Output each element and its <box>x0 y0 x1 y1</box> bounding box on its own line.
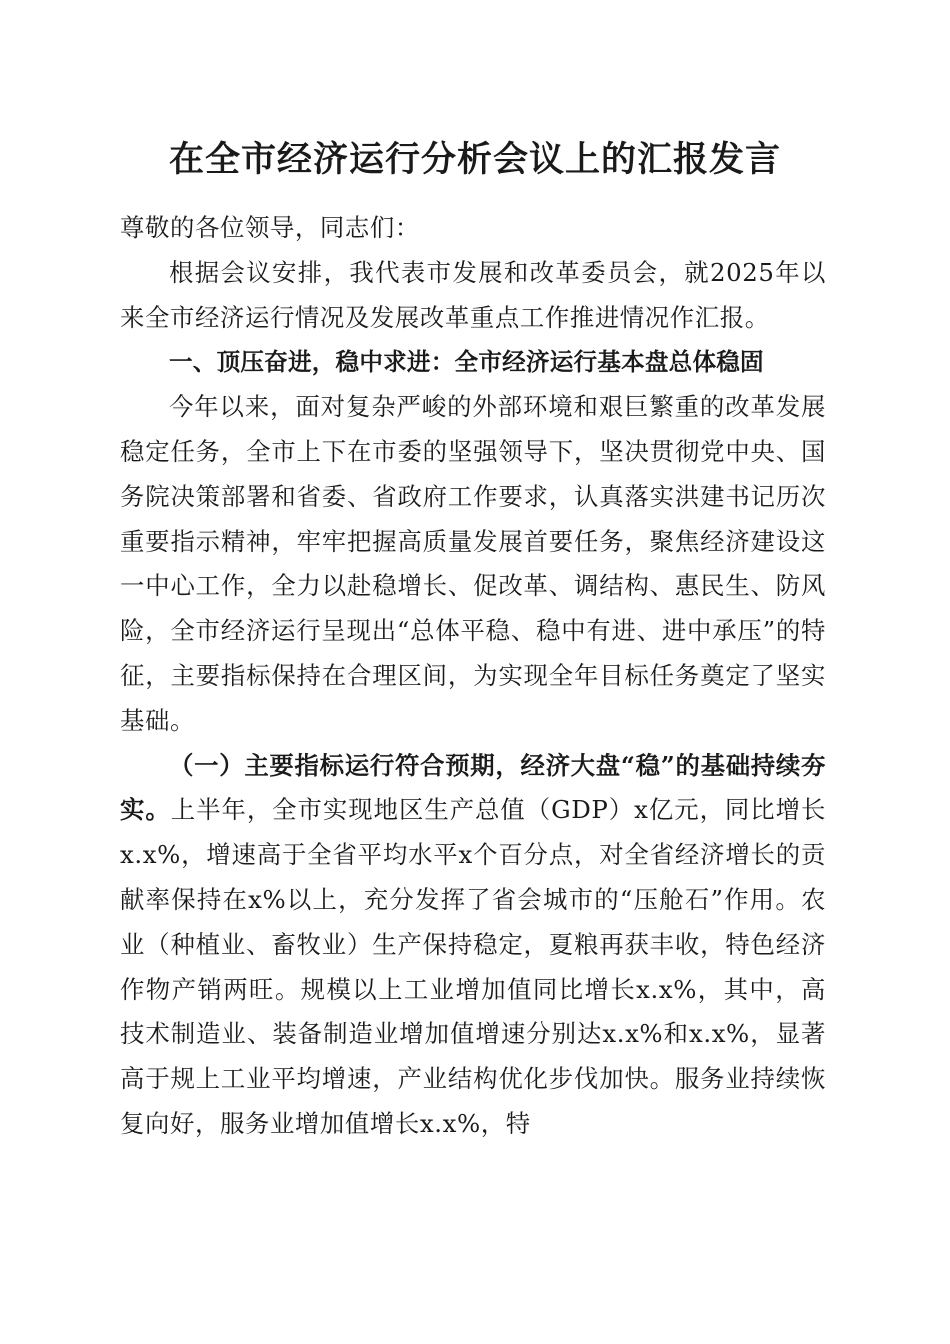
section-1-paragraph: 今年以来，面对复杂严峻的外部环境和艰巨繁重的改革发展稳定任务，全市上下在市委的坚强领导下，坚决贯彻党中央、国务院决策部署和省委、省政府工作要求，认真落实洪建书记历次重要指示精神，牢牢把握高质量发展首要任务，聚焦经济建设这一中心工作，全力以赴稳增长、促改革、调结构、惠民生、防风险，全市经济运行呈现出“总体平稳、稳中有进、进中承压”的特征，主要指标保持在合理区间，为实现全年目标任务奠定了坚实基础。 <box>120 392 826 735</box>
subsection-1-text: 上半年，全市实现地区生产总值（GDP）x亿元，同比增长x.x%，增速高于全省平均水平x个百分点，对全省经济增长的贡献率保持在x%以上，充分发挥了省会城市的“压舱石”作用。农业（种植业、畜牧业）生产保持稳定，夏粮再获丰收，特色经济作物产销两旺。规模以上工业增加值同比增长x.x%，其中，高技术制造业、装备制造业增加值增速分别达x.x%和x.x%，显著高于规上工业平均增速，产业结构优化步伐加快。服务业持续恢复向好，服务业增加值增长x.x%，特 <box>120 795 826 1138</box>
subsection-heading-1: （一）主要指标运行符合预期，经济大盘“稳”的基础持续夯实。 <box>120 750 826 825</box>
document-body <box>120 206 826 1147</box>
document-title: 在全市经济运行分析会议上的汇报发言 <box>168 139 781 180</box>
intro-paragraph: 根据会议安排，我代表市发展和改革委员会，就2025年以来全市经济运行情况及发展改革重点工作推进情况作汇报。 <box>120 257 826 332</box>
section-heading-1: 一、顶压奋进，稳中求进：全市经济运行基本盘总体稳固 <box>169 348 764 377</box>
subsection-1-paragraph <box>120 744 826 1147</box>
salutation: 尊敬的各位领导，同志们： <box>120 213 420 242</box>
